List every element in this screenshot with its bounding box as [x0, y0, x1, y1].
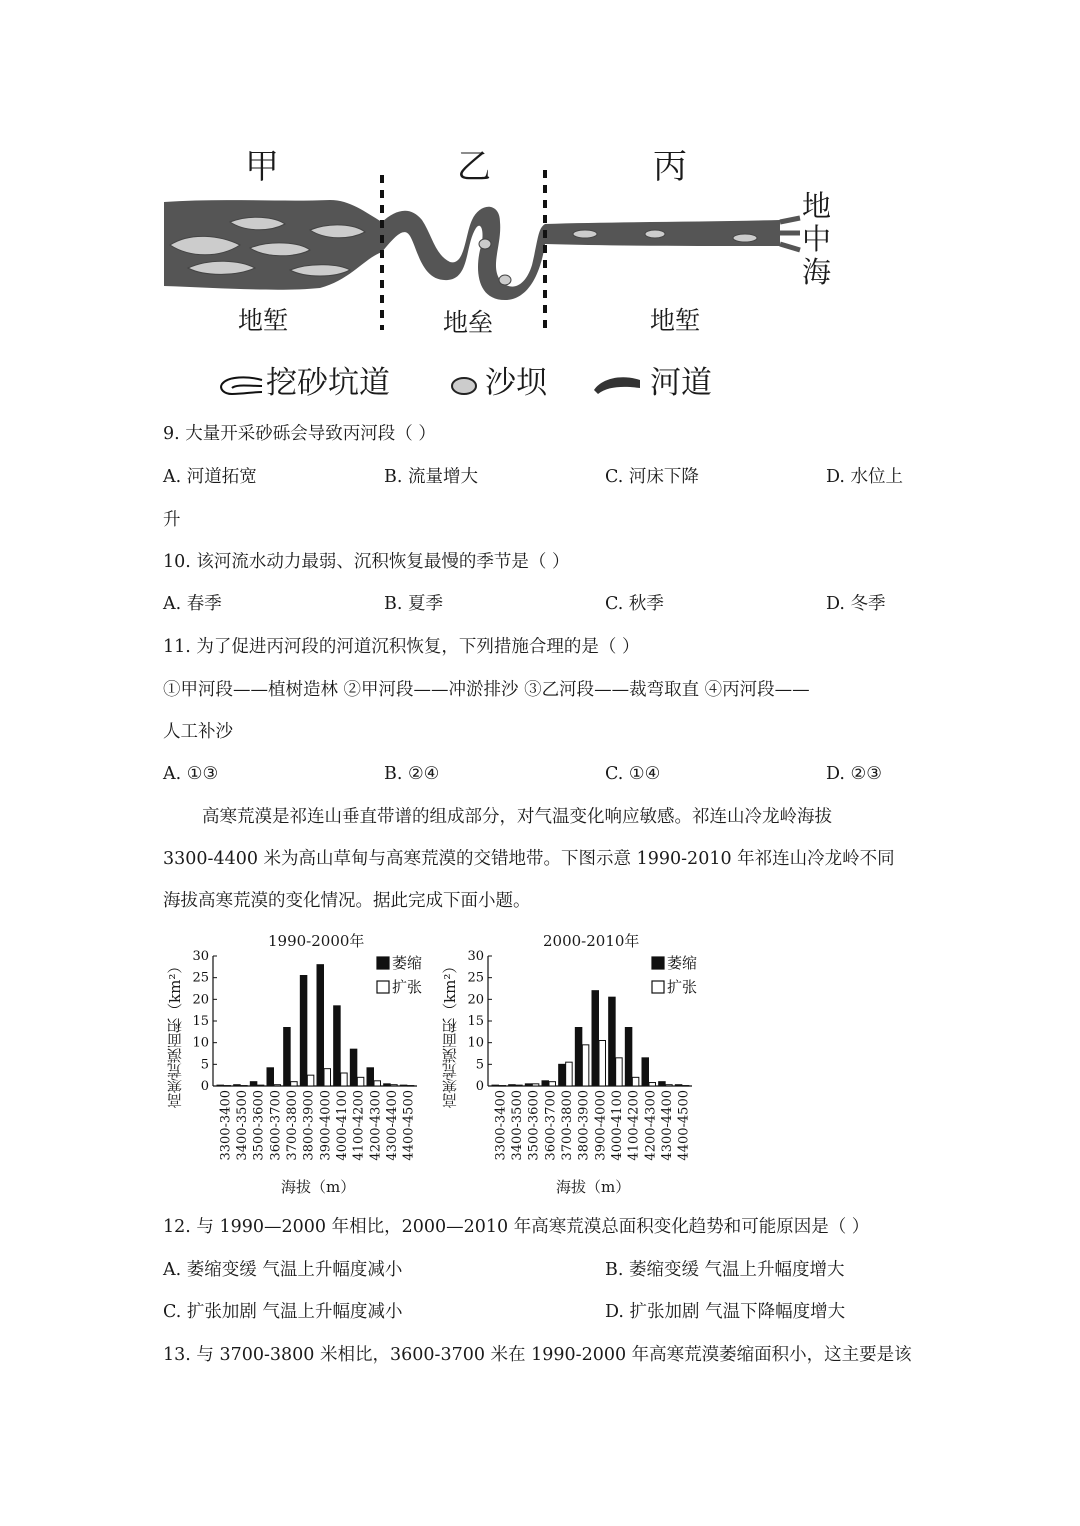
- bar-shrink: [234, 1085, 241, 1086]
- chart2-title: 2000-2010年: [543, 932, 640, 950]
- bar-shrink: [575, 1028, 582, 1087]
- category-label: 3400-3500: [510, 1090, 525, 1161]
- legend-label: 扩张: [667, 978, 698, 996]
- legend-label: 萎缩: [667, 954, 698, 972]
- bar-expand: [649, 1083, 656, 1086]
- chart1-ylabel: 高寒荒漠面积（km²）: [166, 958, 184, 1108]
- bar-expand: [341, 1073, 348, 1086]
- bar-shrink: [284, 1028, 291, 1087]
- legend-swatch: [652, 957, 664, 969]
- bar-expand: [324, 1069, 331, 1086]
- category-label: 3800-3900: [576, 1090, 592, 1161]
- y-tick-label: 20: [192, 992, 209, 1008]
- category-label: 4100-4200: [626, 1090, 642, 1161]
- q12-option-a[interactable]: A. 萎缩变缓 气温上升幅度减小: [163, 1260, 403, 1280]
- sandbar-icon: [450, 374, 480, 398]
- q10-option-c[interactable]: C. 秋季: [605, 594, 664, 614]
- section-label-yi: 乙: [457, 147, 491, 187]
- bar-expand: [307, 1075, 314, 1086]
- structure-label-yi: 地垒: [443, 308, 494, 337]
- bar-shrink: [317, 965, 324, 1086]
- q13-stem: 13. 与 3700-3800 米相比，3600-3700 米在 1990-2000 年高寒荒漠萎缩面积小，这主要是该: [163, 1345, 912, 1365]
- river-channel-icon: [592, 372, 644, 396]
- chart2-xlabel: 海拔（m）: [556, 1178, 631, 1196]
- bar-shrink: [592, 991, 599, 1086]
- category-label: 3400-3500: [235, 1090, 250, 1161]
- bar-shrink: [525, 1084, 532, 1086]
- legend-label: 萎缩: [392, 954, 423, 972]
- q11-measures-wrap: 人工补沙: [163, 722, 233, 742]
- q12-option-c[interactable]: C. 扩张加剧 气温上升幅度减小: [163, 1302, 403, 1322]
- y-tick-label: 10: [467, 1035, 484, 1051]
- q9-option-d-wrap: 升: [163, 510, 181, 530]
- q9-option-c[interactable]: C. 河床下降: [605, 467, 699, 487]
- sand-pit-icon: [218, 374, 264, 398]
- bar-shrink: [267, 1068, 274, 1086]
- category-label: 3600-3700: [268, 1090, 284, 1161]
- bar-expand: [391, 1085, 398, 1086]
- q12-option-d[interactable]: D. 扩张加剧 气温下降幅度增大: [605, 1302, 846, 1322]
- q10-option-d[interactable]: D. 冬季: [826, 594, 886, 614]
- bar-expand: [224, 1086, 231, 1087]
- y-tick-label: 5: [200, 1057, 209, 1073]
- y-tick-label: 25: [467, 970, 484, 986]
- structure-label-jia: 地堑: [238, 306, 289, 335]
- q9-stem: 9. 大量开采砂砾会导致丙河段（ ）: [163, 424, 436, 444]
- chart-1990-2000: [165, 928, 435, 1203]
- y-tick-label: 30: [192, 949, 209, 964]
- bar-expand: [549, 1082, 556, 1086]
- y-tick-label: 15: [467, 1014, 484, 1029]
- bar-shrink: [625, 1028, 632, 1087]
- bar-expand: [407, 1086, 414, 1087]
- y-tick-label: 30: [467, 949, 484, 964]
- category-label: 3500-3600: [526, 1090, 542, 1161]
- bar-expand: [274, 1085, 281, 1086]
- bar-expand: [291, 1082, 298, 1086]
- bar-expand: [516, 1085, 523, 1086]
- q11-option-b[interactable]: B. ②④: [384, 764, 440, 784]
- category-label: 3900-4000: [593, 1090, 609, 1161]
- y-tick-label: 20: [467, 992, 484, 1008]
- bar-expand: [582, 1045, 589, 1086]
- category-label: 3600-3700: [543, 1090, 559, 1161]
- bar-shrink: [509, 1085, 516, 1086]
- category-label: 4200-4300: [643, 1090, 659, 1161]
- bar-expand: [632, 1077, 639, 1086]
- bar-expand: [616, 1058, 623, 1086]
- q9-option-b[interactable]: B. 流量增大: [384, 467, 478, 487]
- passage-line-3: 海拔高寒荒漠的变化情况。据此完成下面小题。: [163, 891, 531, 911]
- diagram-legend: [210, 362, 750, 406]
- q10-stem: 10. 该河流水动力最弱、沉积恢复最慢的季节是（ ）: [163, 552, 570, 572]
- category-label: 4300-4400: [385, 1090, 400, 1161]
- legend-swatch: [377, 957, 389, 969]
- passage-line-1: 高寒荒漠是祁连山垂直带谱的组成部分，对气温变化响应敏感。祁连山冷龙岭海拔: [202, 807, 832, 827]
- q12-option-b[interactable]: B. 萎缩变缓 气温上升幅度增大: [605, 1260, 845, 1280]
- bar-shrink: [300, 976, 307, 1087]
- bar-shrink: [367, 1068, 374, 1086]
- section-label-jia: 甲: [245, 147, 279, 187]
- category-label: 3300-3400: [218, 1090, 234, 1161]
- bar-expand: [566, 1062, 572, 1086]
- bar-expand: [499, 1086, 506, 1087]
- sea-label: 地中海: [802, 189, 832, 289]
- q11-option-d[interactable]: D. ②③: [826, 764, 882, 784]
- y-tick-label: 25: [192, 970, 209, 986]
- category-label: 4200-4300: [368, 1090, 384, 1161]
- legend-label-sandbar: 沙坝: [485, 365, 547, 401]
- river-channel-yi: [382, 207, 545, 300]
- section-label-bing: 丙: [653, 147, 687, 187]
- chart1-svg: [165, 928, 435, 1203]
- category-label: 3700-3800: [285, 1090, 300, 1161]
- category-label: 3800-3900: [301, 1090, 317, 1161]
- bar-shrink: [542, 1081, 549, 1086]
- category-label: 4400-4500: [401, 1090, 417, 1161]
- chart-2000-2010: [440, 928, 710, 1203]
- legend-label: 扩张: [392, 978, 423, 996]
- category-label: 3300-3400: [493, 1090, 509, 1161]
- bar-shrink: [659, 1082, 666, 1086]
- bar-shrink: [492, 1085, 499, 1086]
- y-tick-label: 15: [192, 1014, 209, 1029]
- bar-expand: [241, 1086, 248, 1087]
- bar-expand: [357, 1077, 364, 1086]
- structure-label-bing: 地堑: [650, 306, 701, 335]
- y-tick-label: 10: [192, 1035, 209, 1051]
- bar-expand: [257, 1085, 264, 1086]
- chart1-xlabel: 海拔（m）: [281, 1178, 356, 1196]
- legend-label-river-channel: 河道: [650, 365, 712, 401]
- bar-expand: [666, 1085, 673, 1086]
- q12-stem: 12. 与 1990—2000 年相比，2000—2010 年高寒荒漠总面积变化趋势和可能原因是（ ）: [163, 1217, 870, 1237]
- category-label: 3700-3800: [560, 1090, 575, 1161]
- bar-expand: [532, 1084, 539, 1086]
- q10-option-a[interactable]: A. 春季: [163, 594, 222, 614]
- category-label: 4400-4500: [676, 1090, 692, 1161]
- q11-option-c[interactable]: C. ①④: [605, 764, 661, 784]
- q10-option-b[interactable]: B. 夏季: [384, 594, 443, 614]
- y-tick-label: 0: [200, 1079, 209, 1094]
- bar-expand: [374, 1081, 381, 1086]
- bar-shrink: [384, 1084, 391, 1086]
- category-label: 4100-4200: [351, 1090, 367, 1161]
- category-label: 3900-4000: [318, 1090, 334, 1161]
- q11-option-a[interactable]: A. ①③: [163, 764, 219, 784]
- bar-shrink: [642, 1058, 649, 1086]
- legend-swatch: [377, 981, 389, 993]
- passage-line-2: 3300-4400 米为高山草甸与高寒荒漠的交错地带。下图示意 1990-2010 年祁连山冷龙岭不同: [163, 849, 895, 869]
- category-label: 4000-4100: [610, 1090, 625, 1161]
- y-tick-label: 5: [475, 1057, 484, 1073]
- legend-label-sand-pit: 挖砂坑道: [266, 365, 390, 401]
- bar-shrink: [559, 1064, 566, 1086]
- category-label: 4000-4100: [335, 1090, 350, 1161]
- q11-stem: 11. 为了促进丙河段的河道沉积恢复，下列措施合理的是（ ）: [163, 637, 640, 657]
- bar-shrink: [350, 1049, 357, 1086]
- bar-shrink: [609, 997, 616, 1086]
- q9-option-a[interactable]: A. 河道拓宽: [163, 467, 257, 487]
- legend-swatch: [652, 981, 664, 993]
- bar-shrink: [675, 1085, 682, 1086]
- bar-shrink: [250, 1082, 257, 1086]
- q9-option-d[interactable]: D. 水位上: [826, 467, 904, 487]
- chart1-title: 1990-2000年: [268, 932, 365, 950]
- category-label: 4300-4400: [660, 1090, 675, 1161]
- chart2-svg: [440, 928, 710, 1203]
- bar-expand: [599, 1041, 606, 1087]
- bar-shrink: [217, 1085, 224, 1086]
- bar-shrink: [400, 1085, 407, 1086]
- q11-measures: ①甲河段——植树造林 ②甲河段——冲淤排沙 ③乙河段——裁弯取直 ④丙河段——: [163, 680, 810, 700]
- chart2-ylabel: 高寒荒漠面积（km²）: [441, 958, 459, 1108]
- y-tick-label: 0: [475, 1079, 484, 1094]
- category-label: 3500-3600: [251, 1090, 267, 1161]
- bar-expand: [682, 1086, 689, 1087]
- bar-shrink: [334, 1006, 341, 1086]
